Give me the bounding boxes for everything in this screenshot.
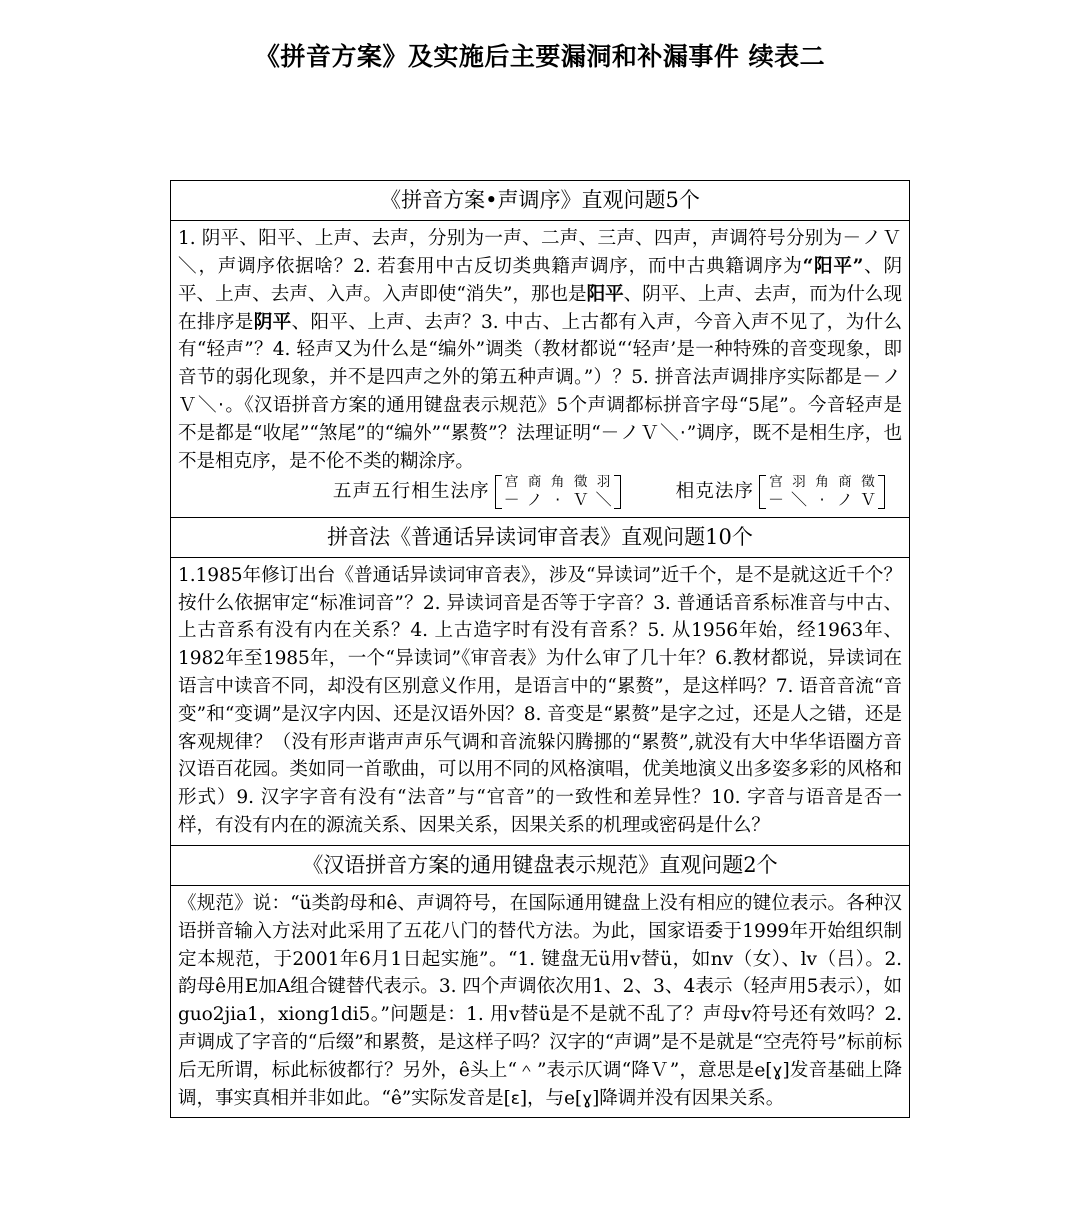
section-body-cell-tone-order — [171, 221, 910, 517]
formula-1 — [676, 475, 888, 508]
formula-top-cell: 商 — [527, 474, 542, 491]
formula-top-cell: 徵 — [861, 474, 875, 491]
section-body-tone-order — [171, 221, 909, 516]
body-text: 、阴平、上声、去声、入声。入声即使“消失”，那也是 — [178, 256, 902, 305]
tone-mark-glyphs: ＾ — [516, 1059, 538, 1081]
problems-table — [170, 180, 910, 1118]
formula-bottom-cell: · — [555, 489, 561, 509]
formula-label: 相克法序 — [675, 481, 754, 503]
body-text: 《规范》说：“ü类韵母和ê、声调符号，在国际通用键盘上没有相应的键位表示。各种汉语拼音输入方法对此采用了五花八门的替代方法。为此，国家语委于1999年开始组织制定本规范，于2001年6月1日起实施”。“1. 键盘无ü用v替ü，如nv（女）、lv（吕）。2. 韵母ê用E加A组合键替代表示。3. 四个声调依次用1、2、3、4表示（轻声用5表示），如guo2jia1，xiong1di5。”问题是：1. 用v替ü是不是就不乱了？声母v符号还有效吗？2. 声调成了字音的“后缀”和累赘，是这样子吗？汉字的“声调”是不是就是“空壳符号”标前标后无所谓，标此标彼都行？另外，ê头上“ — [178, 893, 902, 1081]
formula-bottom-cell: － — [768, 489, 784, 509]
emphasis-text: 阳平 — [586, 283, 624, 305]
section-heading-variant-pronunciation: 拼音法《普通话异读词审音表》直观问题10个 — [327, 524, 753, 549]
section-heading-keyboard-standard: 《汉语拼音方案的通用键盘表示规范》直观问题2个 — [302, 852, 778, 877]
body-text: ]发音基础上降调，事实真相并非如此。“ê”实际发音是[ — [178, 1059, 902, 1109]
table-row — [171, 517, 910, 557]
body-text: ”，意思是e[ — [669, 1059, 773, 1081]
formula-top-cell: 角 — [550, 474, 565, 491]
tone-mark-glyphs: －ノＶ＼· — [178, 367, 902, 417]
section-heading-tone-order: 《拼音方案•声调序》直观问题5个 — [380, 188, 700, 212]
formula-top-cell: 角 — [815, 474, 829, 491]
formula-top-cell: 羽 — [596, 474, 611, 491]
content-table-wrapper — [170, 180, 910, 1118]
formula-bottom-cell: ＼ — [595, 489, 612, 509]
formula-top-row — [768, 475, 876, 491]
section-heading-cell-variant-pronunciation — [171, 517, 910, 557]
body-text: 、阳平、上声、去声？3. 中古、上古都有入声，今音入声不见了，为什么有“轻声”？4. 轻声又为什么是“编外”调类（教材都说“‘轻声’是一种特殊的音变现象，即音节的弱化现象，并不是四声之外的第五种声调。”）？5. 拼音法声调排序实际都是 — [178, 311, 902, 389]
formula-top-cell: 宫 — [504, 474, 519, 491]
formula-bottom-cell: Ｖ — [860, 489, 876, 509]
formula-top-cell: 商 — [838, 474, 852, 491]
table-row — [171, 845, 910, 885]
formula-bottom-row — [768, 491, 876, 509]
ipa-symbol: ɣ — [772, 1060, 783, 1081]
body-text: 1. 阴平、阳平、上声、去声，分别为一声、二声、三声、四声，声调符号分别为 — [178, 228, 843, 250]
formula-stack — [766, 475, 878, 508]
formula-bracket — [756, 475, 888, 508]
section-body-variant-pronunciation — [171, 558, 909, 845]
formula-bottom-cell: ノ — [526, 489, 543, 509]
formula-row — [178, 475, 902, 511]
formula-top-row — [504, 475, 612, 491]
section-body-cell-keyboard-standard — [171, 886, 910, 1118]
body-text: 。《汉语拼音方案的通用键盘表示规范》5个声调都标拼音字母“5尾”。今音轻声是不是都是“收尾”“煞尾”的“编外”“累赘”？法理证明“ — [178, 395, 902, 444]
table-row — [171, 886, 910, 1118]
body-text: ]，与e[ — [519, 1087, 583, 1109]
section-paragraph-keyboard-standard — [178, 890, 902, 1112]
formula-top-cell: 宫 — [769, 474, 783, 491]
tone-mark-glyphs: －ノＶ＼ — [178, 228, 902, 278]
formula-bottom-cell: Ｖ — [572, 489, 589, 509]
body-text: 、阴平、上声、去声，而为什么现在排序是 — [178, 283, 902, 333]
formula-stack — [502, 475, 614, 508]
tone-mark-glyphs: Ｖ — [649, 1059, 670, 1081]
formula-bottom-cell: ノ — [837, 489, 853, 509]
problems-table-body — [171, 181, 910, 1118]
table-row — [171, 557, 910, 845]
formula-0 — [333, 475, 624, 508]
section-body-cell-variant-pronunciation — [171, 557, 910, 845]
body-text: ”表示仄调“降 — [537, 1059, 650, 1081]
formula-label: 五声五行相生法序 — [332, 481, 490, 503]
body-text: 1.1985年修订出台《普通话异读词审音表》，涉及“异读词”近千个，是不是就这近千个？按什么依据审定“标准词音”？2. 异读词音是否等于字音？3. 普通话音系标准音与中古、上古音系有没有内在关系？4. 上古造字时有没有音系？5. 从1956年始，经1963年、1982年至1985年，一个“异读词”《审音表》为什么审了几十年？6.教材都说，异读词在语言中读音不同，却没有区别意义作用，是语言中的“累赘”，是这样吗？7. 语音音流“音变”和“变调”是汉字内因、还是汉语外因？8. 音变是“累赘”是字之过，还是人之错，还是客观规律？（没有形声谐声声乐气调和音流躲闪腾挪的“累赘”,就没有大中华华语圈方音汉语百花园。类如同一首歌曲，可以用不同的风格演唱，优美地演义出多姿多彩的风格和形式）9. 汉字字音有没有“法音”与“官音”的一致性和差异性？10. 字音与语音是否一样，有没有内在的源流关系、因果关系，因果关系的机理或密码是什么？ — [178, 564, 902, 836]
ipa-symbol: ɣ — [582, 1088, 593, 1109]
formula-bottom-cell: · — [819, 489, 825, 509]
formula-top-cell: 羽 — [792, 474, 806, 491]
formula-bottom-row — [504, 491, 612, 509]
emphasis-text: 阴平 — [253, 311, 292, 333]
section-heading-cell-tone-order — [171, 181, 910, 221]
emphasis-text: “阳平” — [802, 256, 864, 278]
table-row — [171, 221, 910, 517]
body-text: ]降调并没有因果关系。 — [592, 1087, 785, 1109]
tone-mark-glyphs: －ノＶ＼· — [600, 422, 687, 444]
formula-bottom-cell: － — [503, 489, 520, 509]
section-paragraph-variant-pronunciation — [178, 562, 902, 840]
body-text: ”调序，既不是相生序，也不是相克序，是不伦不类的糊涂序。 — [178, 422, 902, 472]
section-body-keyboard-standard — [171, 886, 909, 1117]
table-row — [171, 181, 910, 221]
body-text: ，声调序依据啥？2. 若套用中古反切类典籍声调序，而中古典籍调序为 — [198, 256, 803, 278]
formula-top-cell: 徵 — [573, 474, 588, 491]
section-paragraph-tone-order — [178, 225, 902, 475]
formula-bracket — [492, 475, 624, 508]
section-heading-cell-keyboard-standard — [171, 845, 910, 885]
page-title: 《拼音方案》及实施后主要漏洞和补漏事件 续表二 — [254, 42, 826, 71]
formula-bottom-cell: ＼ — [791, 489, 807, 509]
ipa-symbol: ɛ — [510, 1088, 520, 1109]
